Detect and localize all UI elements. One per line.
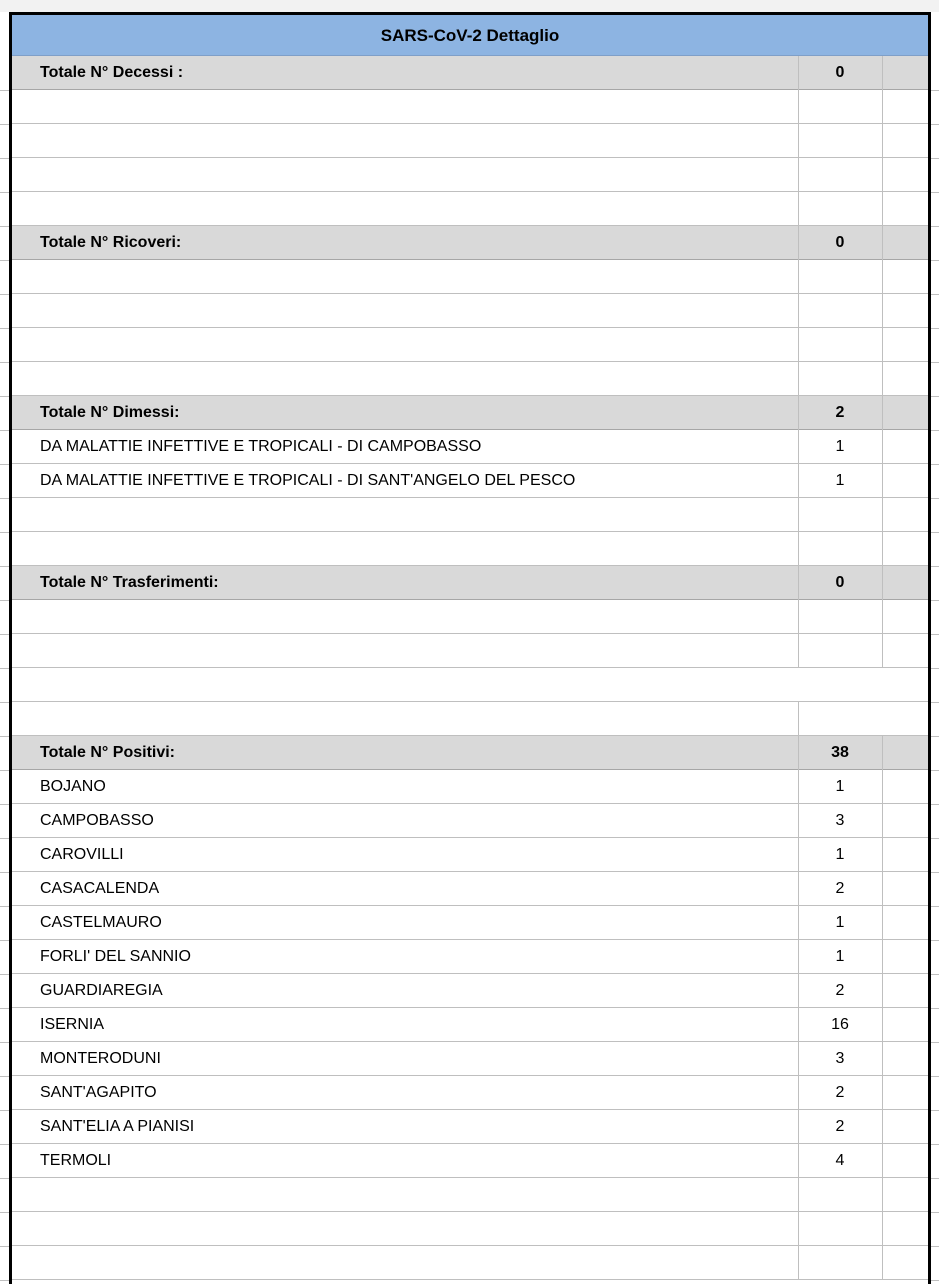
- section-label[interactable]: Totale N° Dimessi:: [40, 404, 180, 421]
- column-divider: [798, 294, 799, 328]
- column-divider: [882, 634, 883, 668]
- column-divider: [882, 872, 883, 906]
- table-row[interactable]: [12, 770, 928, 804]
- empty-row[interactable]: [12, 702, 928, 736]
- empty-row[interactable]: [12, 600, 928, 634]
- item-count[interactable]: 1: [835, 472, 845, 489]
- section-total[interactable]: 38: [831, 744, 849, 761]
- item-label[interactable]: FORLI' DEL SANNIO: [40, 948, 191, 965]
- section-total[interactable]: 2: [835, 404, 845, 421]
- item-count[interactable]: 1: [835, 778, 845, 795]
- column-divider: [882, 974, 883, 1008]
- item-label[interactable]: SANT'ELIA A PIANISI: [40, 1118, 195, 1135]
- column-divider: [798, 498, 799, 532]
- column-divider: [882, 804, 883, 838]
- column-divider: [798, 362, 799, 396]
- table-row[interactable]: [12, 1110, 928, 1144]
- column-divider: [798, 158, 799, 192]
- empty-row[interactable]: [12, 1212, 928, 1246]
- item-label[interactable]: GUARDIAREGIA: [40, 982, 163, 999]
- column-divider: [882, 124, 883, 158]
- item-label[interactable]: CASTELMAURO: [40, 914, 162, 931]
- empty-row[interactable]: [12, 634, 928, 668]
- item-label[interactable]: ISERNIA: [40, 1016, 105, 1033]
- spreadsheet-table: [9, 12, 931, 1284]
- table-title: SARS-CoV-2 Dettaglio: [380, 26, 560, 45]
- item-label[interactable]: CAMPOBASSO: [40, 812, 154, 829]
- table-row[interactable]: [12, 804, 928, 838]
- column-divider: [882, 464, 883, 498]
- section-header-totale-ricoveri[interactable]: [12, 226, 928, 260]
- empty-row[interactable]: [12, 328, 928, 362]
- empty-row[interactable]: [12, 260, 928, 294]
- item-count[interactable]: 2: [835, 1118, 845, 1135]
- empty-row[interactable]: [12, 294, 928, 328]
- column-divider: [882, 90, 883, 124]
- column-divider: [798, 192, 799, 226]
- column-divider: [882, 226, 883, 260]
- table-row[interactable]: [12, 838, 928, 872]
- column-divider: [882, 158, 883, 192]
- column-divider: [882, 260, 883, 294]
- column-divider: [798, 532, 799, 566]
- item-label[interactable]: CASACALENDA: [40, 880, 160, 897]
- item-label[interactable]: TERMOLI: [40, 1152, 112, 1169]
- table-row[interactable]: [12, 1144, 928, 1178]
- column-divider: [882, 192, 883, 226]
- column-divider: [798, 260, 799, 294]
- empty-row[interactable]: [12, 158, 928, 192]
- section-total[interactable]: 0: [835, 64, 845, 81]
- column-divider: [882, 770, 883, 804]
- right-gridlines: [931, 12, 939, 1284]
- column-divider: [882, 600, 883, 634]
- item-count[interactable]: 1: [835, 914, 845, 931]
- section-header-totale-decessi[interactable]: [12, 56, 928, 90]
- column-divider: [882, 566, 883, 600]
- empty-row[interactable]: [12, 124, 928, 158]
- column-divider: [882, 838, 883, 872]
- item-count[interactable]: 1: [835, 438, 845, 455]
- table-row[interactable]: [12, 872, 928, 906]
- item-count[interactable]: 3: [835, 812, 845, 829]
- table-row[interactable]: [12, 1076, 928, 1110]
- column-divider: [798, 124, 799, 158]
- table-row[interactable]: [12, 974, 928, 1008]
- column-divider: [798, 1212, 799, 1246]
- column-divider: [882, 736, 883, 770]
- table-row[interactable]: [12, 940, 928, 974]
- section-label[interactable]: Totale N° Trasferimenti:: [40, 574, 219, 591]
- column-divider: [882, 940, 883, 974]
- item-count[interactable]: 1: [835, 846, 845, 863]
- column-divider: [882, 1008, 883, 1042]
- empty-row[interactable]: [12, 90, 928, 124]
- item-label[interactable]: BOJANO: [40, 778, 106, 795]
- column-divider: [882, 1042, 883, 1076]
- section-header-totale-trasferimenti[interactable]: [12, 566, 928, 600]
- item-label[interactable]: DA MALATTIE INFETTIVE E TROPICALI - DI CAMPOBASSO: [40, 438, 482, 455]
- top-strip: [0, 0, 939, 12]
- item-label[interactable]: MONTERODUNI: [40, 1050, 161, 1067]
- item-count[interactable]: 2: [835, 982, 845, 999]
- empty-row[interactable]: [12, 1178, 928, 1212]
- section-total[interactable]: 0: [835, 574, 845, 591]
- empty-row[interactable]: [12, 192, 928, 226]
- empty-row[interactable]: [12, 668, 928, 702]
- column-divider: [798, 600, 799, 634]
- table-row[interactable]: [12, 464, 928, 498]
- item-count[interactable]: 3: [835, 1050, 845, 1067]
- section-total[interactable]: 0: [835, 234, 845, 251]
- column-divider: [882, 1144, 883, 1178]
- column-divider: [882, 1246, 883, 1280]
- column-divider: [882, 906, 883, 940]
- column-divider: [798, 328, 799, 362]
- column-divider: [798, 1178, 799, 1212]
- column-divider: [882, 1110, 883, 1144]
- column-divider: [798, 702, 799, 736]
- empty-row[interactable]: [12, 1246, 928, 1280]
- item-count[interactable]: 2: [835, 1084, 845, 1101]
- column-divider: [798, 90, 799, 124]
- column-divider: [882, 532, 883, 566]
- empty-row[interactable]: [12, 532, 928, 566]
- item-count[interactable]: 1: [835, 948, 845, 965]
- column-divider: [882, 396, 883, 430]
- section-header-totale-dimessi[interactable]: [12, 396, 928, 430]
- item-label[interactable]: CAROVILLI: [40, 846, 124, 863]
- column-divider: [882, 56, 883, 90]
- table-row[interactable]: [12, 906, 928, 940]
- item-count[interactable]: 2: [835, 880, 845, 897]
- item-count[interactable]: 4: [835, 1152, 845, 1169]
- section-label[interactable]: Totale N° Ricoveri:: [40, 234, 182, 251]
- item-count[interactable]: 16: [831, 1016, 849, 1033]
- column-divider: [798, 634, 799, 668]
- table-row[interactable]: [12, 1008, 928, 1042]
- empty-row[interactable]: [12, 498, 928, 532]
- column-divider: [882, 294, 883, 328]
- column-divider: [882, 1212, 883, 1246]
- section-label[interactable]: Totale N° Positivi:: [40, 744, 176, 761]
- column-divider: [882, 328, 883, 362]
- empty-row[interactable]: [12, 362, 928, 396]
- column-divider: [882, 1178, 883, 1212]
- section-header-totale-positivi[interactable]: [12, 736, 928, 770]
- column-divider: [882, 362, 883, 396]
- table-title-row[interactable]: [12, 15, 928, 56]
- column-divider: [882, 498, 883, 532]
- item-label[interactable]: DA MALATTIE INFETTIVE E TROPICALI - DI SANT'ANGELO DEL PESCO: [40, 472, 576, 489]
- left-gridlines: [0, 12, 9, 1284]
- column-divider: [882, 1076, 883, 1110]
- column-divider: [798, 1246, 799, 1280]
- column-divider: [882, 430, 883, 464]
- section-label[interactable]: Totale N° Decessi :: [40, 64, 184, 81]
- table-row[interactable]: [12, 1042, 928, 1076]
- table-row[interactable]: [12, 430, 928, 464]
- item-label[interactable]: SANT'AGAPITO: [40, 1084, 157, 1101]
